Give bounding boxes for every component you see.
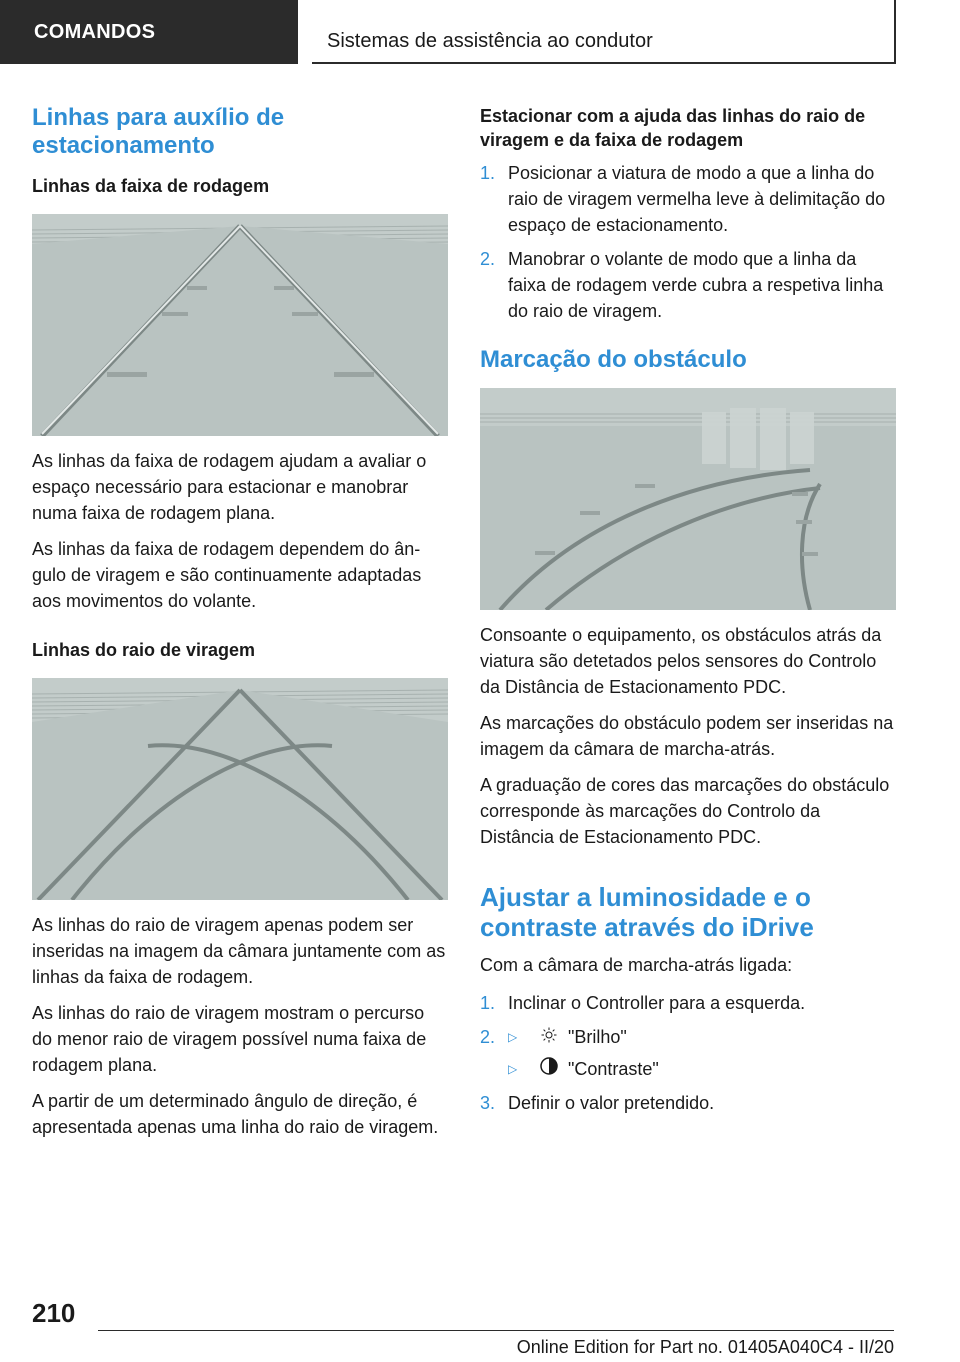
turning-radius-illustration bbox=[32, 678, 448, 900]
list-item bbox=[480, 160, 896, 238]
footer-divider bbox=[98, 1330, 894, 1331]
triangle-bullet-icon: ▷ bbox=[508, 1062, 518, 1076]
subheading-park-with-lines: Estacionar com a ajuda das linhas do raio de viragem e da faixa de rodagem bbox=[480, 106, 866, 150]
list-item bbox=[480, 990, 896, 1016]
list-item bbox=[480, 1024, 896, 1082]
step-text: Posicionar a viatura de modo a que a linha do raio de viragem vermelha leve à delimitação do espaço de estacionamento. bbox=[508, 163, 886, 235]
chapter-tab: COMANDOS bbox=[0, 0, 298, 64]
subheading-turning-radius-lines: Linhas do raio de viragem bbox=[32, 640, 256, 660]
paragraph: A partir de um determinado ângulo de direção, é apresentada apenas uma linha do raio de viragem. bbox=[32, 1091, 439, 1137]
option-label: "Contraste" bbox=[568, 1059, 659, 1079]
paragraph: As linhas da faixa de rodagem ajudam a avaliar o espaço necessário para estacionar e manobrar numa faixa de rodagem plana. bbox=[32, 451, 427, 523]
brightness-icon bbox=[536, 1024, 562, 1050]
list-item bbox=[480, 246, 896, 324]
option-contrast bbox=[508, 1056, 896, 1082]
option-label: "Brilho" bbox=[568, 1027, 627, 1047]
page-number: 210 bbox=[32, 1298, 76, 1328]
chapter-title: Sistemas de assistência ao condutor bbox=[312, 0, 896, 64]
step-number: 3. bbox=[480, 1093, 496, 1113]
paragraph: As linhas da faixa de rodagem dependem do ângulo de viragem e são continuamente adaptadas aos movimentos do volante. bbox=[32, 539, 422, 611]
paragraph: Com a câmara de marcha-atrás ligada: bbox=[480, 955, 793, 975]
step-text: Definir o valor pretendido. bbox=[508, 1093, 715, 1113]
paragraph: As linhas do raio de viragem apenas podem ser inseridas na imagem da câmara juntamente com as linhas da faixa de rodagem. bbox=[32, 915, 446, 987]
step-text: Manobrar o volante de modo que a linha da faixa de rodagem verde cubra a respetiva linha do raio de viragem. bbox=[508, 249, 884, 321]
contrast-icon bbox=[536, 1056, 562, 1082]
list-item bbox=[480, 1090, 896, 1116]
step-text: Inclinar o Controller para a esquerda. bbox=[508, 993, 806, 1013]
section-heading-obstacle-marking: Marcação do obstáculo bbox=[480, 346, 747, 373]
obstacle-marking-illustration bbox=[480, 388, 896, 610]
triangle-bullet-icon: ▷ bbox=[508, 1030, 518, 1044]
step-number: 1. bbox=[480, 163, 496, 183]
section-heading-parking-lines: Linhas para auxílio de estacionamento bbox=[32, 104, 285, 159]
paragraph: As marcações do obstáculo podem ser inseridas na imagem da câmara de marcha-atrás. bbox=[480, 713, 894, 759]
section-heading-brightness-contrast: Ajustar a luminosidade e o contraste através do iDrive bbox=[480, 882, 814, 942]
step-number: 1. bbox=[480, 993, 496, 1013]
step-number: 2. bbox=[480, 1027, 496, 1047]
parking-steps bbox=[480, 160, 896, 324]
paragraph: A graduação de cores das marcações do obstáculo corresponde às marcações do Controlo da Distância de Estacionamento PDC. bbox=[480, 775, 890, 847]
option-brightness bbox=[508, 1024, 896, 1050]
lane-lines-illustration bbox=[32, 214, 448, 436]
step-number: 2. bbox=[480, 249, 496, 269]
paragraph: Consoante o equipamento, os obstáculos atrás da viatura são detetados pelos sensores do Controlo da Distância de Estacionamento PDC. bbox=[480, 625, 882, 697]
right-column bbox=[480, 104, 896, 1130]
idrive-steps bbox=[480, 990, 896, 1116]
paragraph: As linhas do raio de viragem mostram o percurso do menor raio de viragem possível numa faixa de rodagem plana. bbox=[32, 1003, 427, 1075]
subheading-lane-lines: Linhas da faixa de rodagem bbox=[32, 176, 270, 196]
left-column bbox=[32, 104, 448, 1150]
edition-info: Online Edition for Part no. 01405A040C4 - II/20 bbox=[516, 1337, 894, 1357]
